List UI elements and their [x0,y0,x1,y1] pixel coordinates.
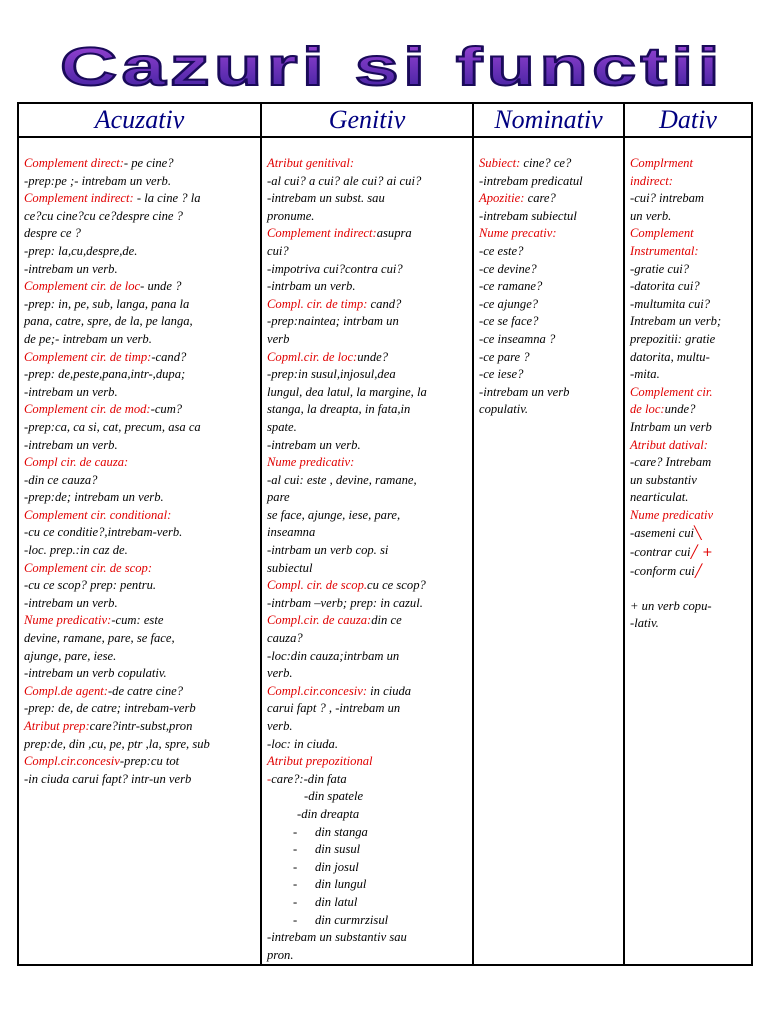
line-text: pron. [267,947,294,962]
table-line [24,313,256,331]
table-line [267,366,468,384]
table-line [630,419,747,437]
table-line [24,630,256,648]
table-line [24,419,256,437]
line-text: pare [267,490,290,505]
line-text: - la cine ? la [133,191,201,206]
table-line [630,190,747,208]
table-line [24,261,256,279]
line-text: -intrbam un verb cop. si [267,543,389,558]
table-line [267,665,468,683]
line-text: -din spatele [304,789,364,804]
table-line [24,577,256,595]
line-text: -ce inseamna ? [479,331,556,346]
line-text: carui fapt ? , -intrebam un [267,701,401,716]
line-text: -lativ. [630,616,659,631]
cases-table [17,102,753,966]
line-text: se face, ajunge, iese, pare, [267,507,401,522]
table-line [24,771,256,789]
line-text: -al cui? a cui? ale cui? ai cui? [267,173,422,188]
table-line [267,278,468,296]
line-text: datorita, multu- [630,349,710,364]
line-text: -ce iese? [479,367,524,382]
table-line [267,560,468,578]
table-line [267,876,468,894]
table-line [479,384,619,402]
table-line [479,243,619,261]
line-text: pronume. [267,208,315,223]
line-text: -ce devine? [479,261,537,276]
line-text: lungul, dea latul, la margine, la [267,384,427,399]
table-line [24,595,256,613]
table-line [267,507,468,525]
line-text: - unde ? [140,279,182,294]
table-line [267,683,468,701]
table-line [479,401,619,419]
line-text: -cu ce scop? prep: pentru. [24,578,157,593]
table-line [24,243,256,261]
header-nominativ: Nominativ [473,103,624,137]
line-text: unde? [664,402,696,417]
line-text: -prep: de,peste,pana,intr-,dupa; [24,367,186,382]
function-label: Complement cir. de scop: [24,560,153,575]
table-line [479,225,619,243]
table-line [267,612,468,630]
table-line [479,278,619,296]
line-text: -prep:ca, ca si, cat, precum, asa ca [24,419,201,434]
line-text: -intrebam un verb [479,384,570,399]
line-text: copulativ. [479,402,529,417]
header-acuzativ: Acuzativ [18,103,261,137]
table-line [479,190,619,208]
line-text: in ciuda [367,683,412,698]
table-line [267,753,468,771]
table-line [267,384,468,402]
table-line [479,261,619,279]
table-line [630,472,747,490]
table-line [267,489,468,507]
line-text: -ce se face? [479,314,539,329]
line-text: -intrbam –verb; prep: in cazul. [267,595,423,610]
table-line [630,208,747,226]
function-label: Compl.cir.concesiv [24,754,120,769]
table-line [24,454,256,472]
dash-bullet: - [293,912,298,927]
table-line [630,278,747,296]
line-text: + un verb copu- [630,598,712,613]
table-line [267,542,468,560]
function-label: Complement cir. de mod: [24,402,151,417]
table-line [24,173,256,191]
line-text: -intrebam un subst. sau [267,191,385,206]
table-line [630,562,747,581]
page-title: Cazuri si functii [60,38,724,94]
header-genitiv: Genitiv [261,103,473,137]
table-line [630,261,747,279]
function-label: Nume predicativ: [24,613,112,628]
function-label: Complement cir. conditional: [24,507,172,522]
line-text: ce?cu cine?cu ce?despre cine ? [24,208,183,223]
line-text: -gratie cui? [630,261,690,276]
line-text: din josul [315,859,359,874]
line-text: -ce este? [479,243,524,258]
table-line [24,384,256,402]
table-line [630,384,747,402]
dash-bullet: - [293,877,298,892]
line-text: -prep:in susul,injosul,dea [267,367,396,382]
table-line [479,296,619,314]
line-text: de pe;- intrebam un verb. [24,331,152,346]
column-dativ [624,137,752,965]
line-text: care? [524,191,556,206]
line-text: despre ce ? [24,226,81,241]
line-text: -al cui: este , devine, ramane, [267,472,417,487]
table-line [630,507,747,525]
table-line [630,454,747,472]
table-line [267,630,468,648]
column-nominativ [473,137,624,965]
table-line [630,225,747,243]
line-text: -din dreapta [297,806,360,821]
line-text: -impotriva cui?contra cui? [267,261,403,276]
line-text: care?:-din fata [271,771,347,786]
line-text: care?intr-subst,pron [89,719,193,733]
table-line [630,580,747,598]
line-text: din curmrzisul [315,912,389,927]
line-text: din stanga [315,824,368,839]
function-label: Compl. cir. de timp: [267,296,368,311]
table-line [267,190,468,208]
table-line [630,173,747,191]
line-text: din susul [315,842,361,857]
function-label: Compl.cir. de cauza: [267,613,372,628]
table-line [630,155,747,173]
table-line [267,454,468,472]
table-line [267,824,468,842]
line-text: -multumita cui? [630,296,711,311]
line-text: asupra [376,226,412,241]
table-line [630,331,747,349]
table-line [267,859,468,877]
line-text: cine? ce? [520,156,572,170]
table-line [267,648,468,666]
table-line [267,894,468,912]
table-line [630,615,747,633]
page-title-banner [0,38,768,94]
table-line [24,349,256,367]
function-label: Atribut prepozitional [267,754,373,769]
table-line [24,331,256,349]
line-text: din latul [315,894,358,909]
function-label: Subiect: [479,156,521,170]
function-label: de loc: [630,402,665,417]
table-line [267,718,468,736]
line-text: inseamna [267,525,316,540]
line-text: Intrbam un verb [630,419,712,434]
table-line [24,472,256,490]
line-text: -cand? [151,349,187,364]
table-line [267,437,468,455]
line-text: verb [267,331,290,346]
line-text: - pe cine? [123,156,174,170]
line-text: -care? Intrebam [630,455,712,470]
table-line [24,401,256,419]
table-line [267,208,468,226]
table-line [24,560,256,578]
function-label: Complement indirect: [267,226,377,241]
function-label: Copml.cir. de loc: [267,349,358,364]
table-line [24,683,256,701]
function-label: Complement cir. de timp: [24,349,152,364]
table-line [24,155,256,173]
table-line [24,489,256,507]
line-text: -intrebam un verb. [24,384,118,399]
line-text: -ce pare ? [479,349,530,364]
table-line [24,366,256,384]
table-line [479,331,619,349]
dash-bullet: - [293,859,298,874]
table-line [630,543,747,562]
line-text: Intrebam un verb; [630,314,722,329]
line-text: -cu ce conditie?,intrebam-verb. [24,525,183,540]
column-genitiv [261,137,473,965]
table-line [24,648,256,666]
line-text: -in ciuda carui fapt? intr-un verb [24,771,192,786]
line-text: -datorita cui? [630,279,700,294]
table-line [479,155,619,173]
page-title-wordart [0,38,768,94]
line-text: -ce ramane? [479,279,543,294]
column-acuzativ [18,137,261,965]
function-label: Compl cir. de cauza: [24,455,129,470]
table-line [630,349,747,367]
line-text: un substantiv [630,472,697,487]
line-text: -prep:de; intrebam un verb. [24,490,164,505]
line-text: ajunge, pare, iese. [24,648,117,663]
line-text: pana, catre, spre, de la, pe langa, [24,314,193,329]
function-label: Complement [630,226,694,241]
table-line [24,665,256,683]
table-line [267,841,468,859]
line-text: -contrar cui [630,545,691,560]
header-dativ: Dativ [624,103,752,137]
dash-bullet: - [293,842,298,857]
table-line [630,489,747,507]
table-line [267,736,468,754]
line-text: un verb. [630,208,672,223]
table-line [24,190,256,208]
line-text: -prep: de, de catre; intrebam-verb [24,701,196,716]
line-text: -cui? intrebam [630,191,705,206]
line-text: -conform cui [630,563,695,578]
handwritten-mark: ╲ [694,525,702,541]
table-line [479,313,619,331]
function-label: Nume predicativ [630,507,714,522]
table-line [267,261,468,279]
function-label: Compl.de agent: [24,683,108,698]
table-line [479,208,619,226]
table-line [630,437,747,455]
line-text: -intrebam un verb. [24,595,118,610]
table-line [267,524,468,542]
table-line [267,806,468,824]
line-text: -intrbam un verb. [267,279,356,294]
line-text: -intrebam un verb. [24,437,118,452]
dash-bullet: - [293,824,298,839]
line-text: din ce [371,613,402,628]
line-text: prep:de, din ,cu, pe, ptr ,la, spre, sub [24,736,210,751]
table-line [24,278,256,296]
line-text: devine, ramane, pare, se face, [24,631,175,646]
line-text: -mita. [630,367,660,382]
table-line [479,349,619,367]
table-line [267,349,468,367]
table-line [267,929,468,947]
line-text: -prep:pe ;- intrebam un verb. [24,173,171,188]
table-line [267,155,468,173]
table-line [24,225,256,243]
line-text: -prep:naintea; intrbam un [267,314,399,329]
table-line [630,598,747,616]
function-label: indirect: [630,173,673,188]
table-line [630,366,747,384]
table-line [630,243,747,261]
line-text: subiectul [267,560,313,575]
table-line [267,331,468,349]
table-line [24,524,256,542]
function-label: Instrumental: [630,243,699,258]
function-label: Complement cir. de loc [24,279,141,294]
function-label: Compl.cir.concesiv: [267,683,368,698]
line-text: -de catre cine? [107,683,184,698]
table-line [24,718,256,736]
line-text: -prep: in, pe, sub, langa, pana la [24,296,190,311]
table-line [24,753,256,771]
table-line [479,173,619,191]
function-label: Nume predicativ: [267,455,355,470]
line-text: -loc. prep.:in caz de. [24,543,128,558]
table-line [630,313,747,331]
function-label: Complrment [630,156,693,170]
function-label: Atribut prep: [24,719,90,733]
table-line [267,912,468,930]
function-label: Apozitie: [479,191,525,206]
line-text: -asemeni cui [630,526,694,541]
function-label: Complement indirect: [24,191,134,206]
table-line [267,595,468,613]
line-text: -intrebam un substantiv sau [267,930,407,945]
line-text: -loc:din cauza;intrbam un [267,648,400,663]
line-text: spate. [267,419,297,434]
table-line [24,542,256,560]
table-line [267,225,468,243]
line-text: -intrebam un verb. [24,261,118,276]
table-line [267,700,468,718]
table-line [24,507,256,525]
table-line [24,700,256,718]
table-line [267,243,468,261]
line-text: -intrebam predicatul [479,173,583,188]
line-text: verb. [267,666,293,681]
line-text: -intrebam un verb. [267,437,361,452]
table-line [267,313,468,331]
handwritten-mark: ╱ [694,562,703,578]
table-line [24,612,256,630]
table-line [630,296,747,314]
line-text: -cum: este [111,613,164,628]
table-line [630,401,747,419]
line-text: cu ce scop? [367,578,426,593]
function-label: Nume precativ: [479,226,557,241]
line-text: -prep:cu tot [119,754,180,769]
line-text: prepozitii: gratie [630,331,716,346]
table-line [630,524,747,543]
line-text: cand? [367,296,402,311]
line-text: din lungul [315,877,367,892]
line-text: -prep: la,cu,despre,de. [24,243,138,258]
function-label: Complement direct: [24,156,124,170]
line-text: -ce ajunge? [479,296,539,311]
table-line [24,296,256,314]
dash-bullet: - [293,894,298,909]
function-label: Atribut datival: [630,437,709,452]
table-line [267,577,468,595]
line-text: verb. [267,719,293,733]
line-text: -intrebam un verb copulativ. [24,666,167,681]
table-line [24,437,256,455]
table-line [267,472,468,490]
table-line [479,366,619,384]
table-line [267,419,468,437]
function-label: - [267,771,272,786]
table-line [267,788,468,806]
table-line [267,173,468,191]
function-label: Compl. cir. de scop. [267,578,368,593]
line-text: -din ce cauza? [24,472,98,487]
line-text: -intrebam subiectul [479,208,577,223]
table-line [267,296,468,314]
line-text: -loc: in ciuda. [267,736,338,751]
function-label: Complement cir. [630,384,713,399]
handwritten-mark: ╱ + [690,544,713,560]
line-text: cauza? [267,631,303,646]
table-line [267,771,468,789]
function-label: Atribut genitival: [267,156,355,170]
table-line [24,208,256,226]
line-text: unde? [357,349,389,364]
table-line [267,947,468,965]
line-text: nearticulat. [630,490,689,505]
table-line [267,401,468,419]
table-line [24,736,256,754]
line-text: stanga, la dreapta, in fata,in [267,402,411,417]
line-text: -cum? [150,402,183,417]
line-text: cui? [267,243,289,258]
